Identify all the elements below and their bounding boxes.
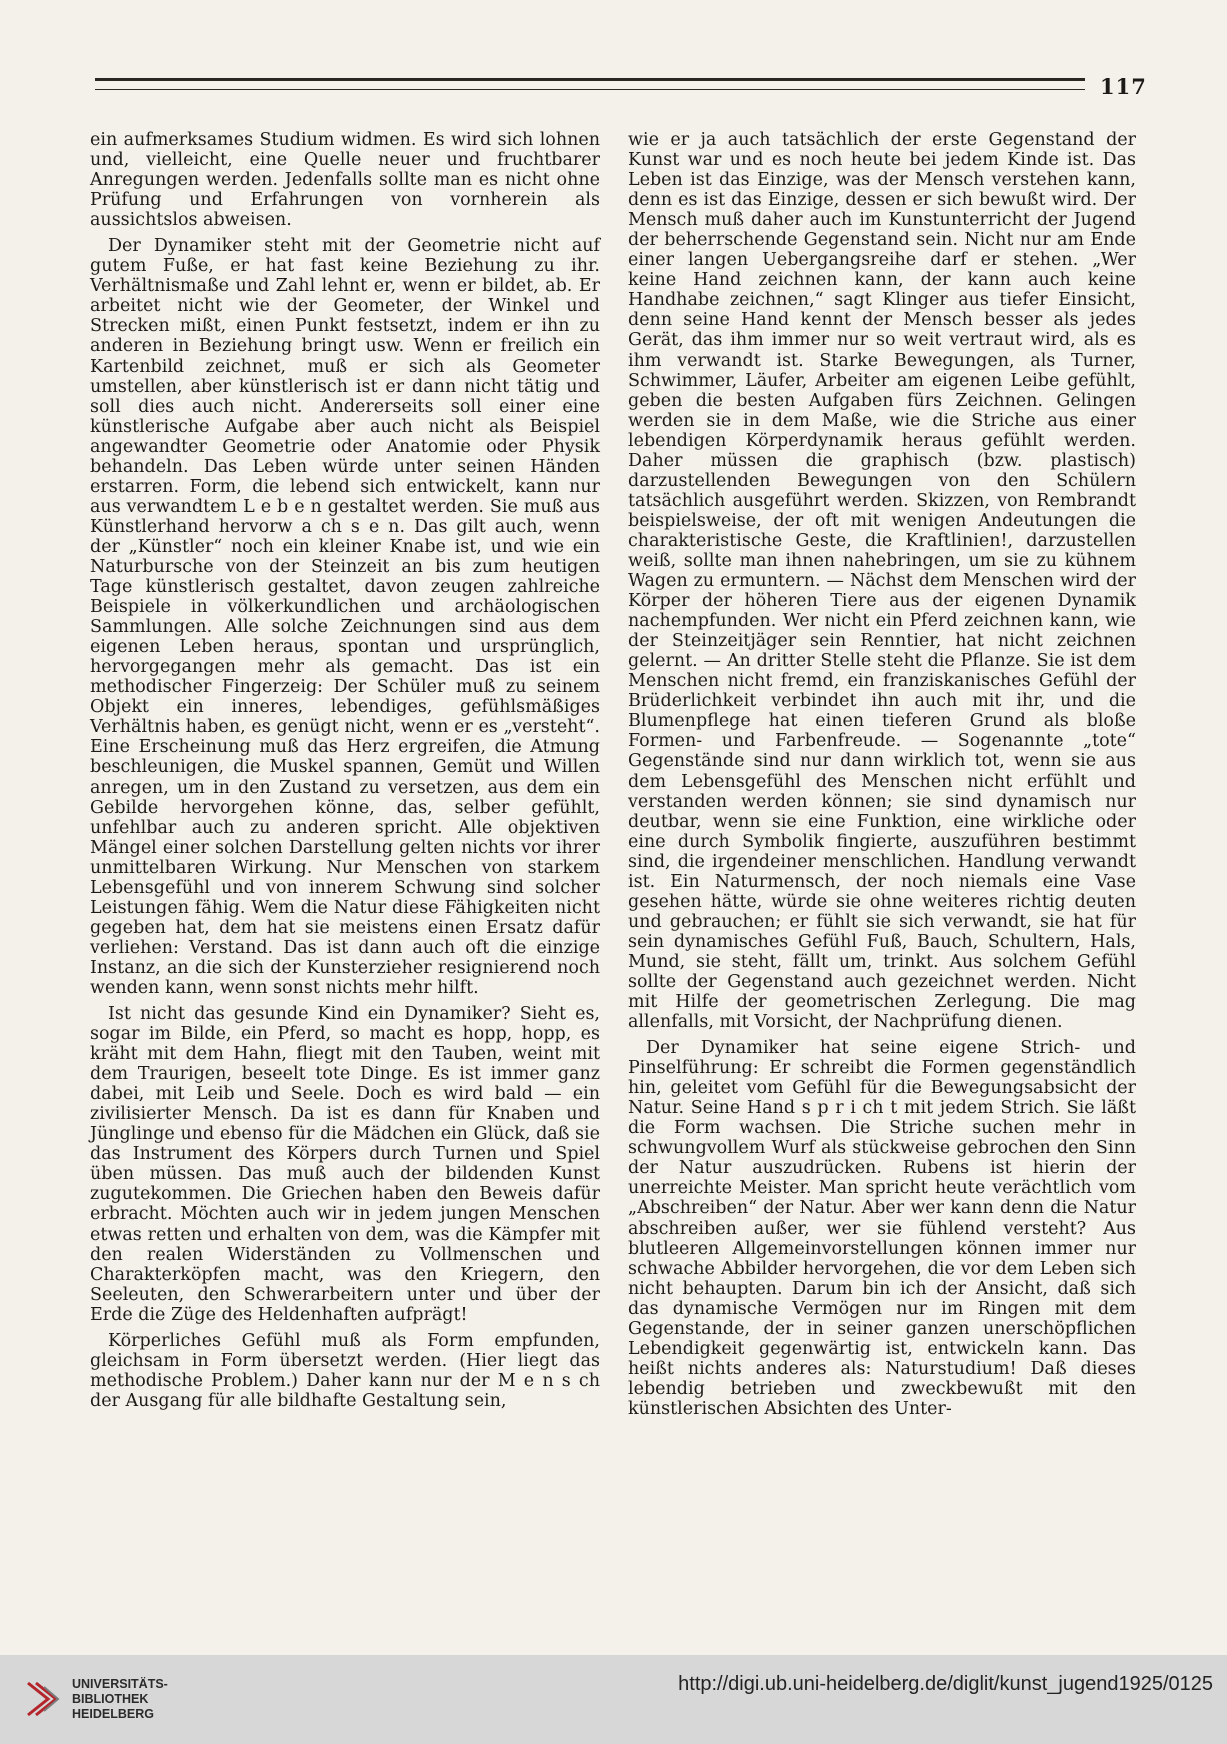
right-paragraph-2: Der Dynamiker hat seine eigene Strich- und Pinselführung: Er schreibt die Formen gegenständlich hin, geleitet vom Gefühl für die Bewegungsabsicht der Natur. Seine Hand s p r i ch t mit jedem Strich. Sie läßt die Form wachsen. Die Striche suchen mehr in schwungvollem Wurf als stückweise gebrochen den Sinn der Natur auszudrücken. Rubens ist hierin der unerreichte Meister. Man spricht heute verächtlich vom „Abschreiben“ der Natur. Aber wer kann denn die Natur abschreiben außer, wer sie fühlend versteht? Aus blutleeren Allgemeinvorstellungen können immer nur schwache Abbilder hervorgehen, die vor dem Leben sich nicht behaupten. Darum bin ich der Ansicht, daß sich das dynamische Vermögen nur im Ringen mit dem Gegenstande, der in seiner ganzen unerschöpflichen Lebendigkeit gegenwärtig ist, entwickeln kann. Das heißt nichts anderes als: Naturstudium! Daß dieses lebendig betrieben und zweckbewußt mit den künstlerischen Absichten des Unter-	[628, 1038, 1136, 1419]
library-name[interactable]	[72, 1677, 168, 1722]
library-name-line-1: UNIVERSITÄTS-	[72, 1677, 168, 1691]
right-column	[628, 130, 1136, 1419]
left-paragraph-2: Der Dynamiker steht mit der Geometrie nicht auf gutem Fuße, er hat fast keine Beziehung zu ihr. Verhältnismaße und Zahl lehnt er, wenn er bildet, ab. Er arbeitet nicht wie der Geometer, der Winkel und Strecken mißt, einen Punkt festsetzt, indem er ihn zu anderen in Beziehung bringt usw. Wenn er freilich ein Kartenbild zeichnet, muß er sich als Geometer umstellen, aber künstlerisch ist er dann nicht tätig und soll dies auch nicht. Andererseits soll einer eine künstlerische Aufgabe aber auch nicht als Beispiel angewandter Geometrie oder Anatomie oder Physik behandeln. Das Leben würde unter seinen Händen erstarren. Form, die lebend sich entwickelt, kann nur aus verwandtem L e b e n gestaltet werden. Sie muß aus Künstlerhand hervorw a ch s e n. Das gilt auch, wenn der „Künstler“ noch ein kleiner Knabe ist, und wie ein Naturbursche von der Steinzeit an bis zum heutigen Tage künstlerisch gestaltet, davon zeugen zahlreiche Beispiele in völkerkundlichen und archäologischen Sammlungen. Alle solche Zeichnungen sind aus dem eigenen Leben heraus, spontan und ursprünglich, hervorgegangen mehr als gemacht. Das ist ein methodischer Fingerzeig: Der Schüler muß zu seinem Objekt ein inneres, lebendiges, gefühlsmäßiges Verhältnis haben, es genügt nicht, wenn er es „versteht“. Eine Erscheinung muß das Herz ergreifen, die Atmung beschleunigen, die Muskel spannen, Gemüt und Willen anregen, um in den Zustand zu versetzen, aus dem ein Gebilde hervorgehen könne, das, selber gefühlt, unfehlbar auch zu anderen spricht. Alle objektiven Mängel einer solchen Darstellung gelten nichts vor ihrer unmittelbaren Wirkung. Nur Menschen von starkem Lebensgefühl und von innerem Schwung sind solcher Leistungen fähig. Wem die Natur diese Fähigkeiten nicht gegeben hat, dem hat sie meistens einen Ersatz dafür verliehen: Verstand. Das ist dann auch oft die einzige Instanz, an die sich der Kunsterzieher resignierend noch wenden kann, wenn sonst nichts mehr hilft.	[90, 236, 600, 998]
left-paragraph-4: Körperliches Gefühl muß als Form empfunden, gleichsam in Form übersetzt werden. (Hier liegt das methodische Problem.) Daher kann nur der M e n s ch der Ausgang für alle bildhafte Gestaltung sein,	[90, 1330, 600, 1411]
header-rule	[95, 78, 1085, 90]
page-number: 117	[1100, 74, 1147, 99]
footer-bar	[0, 1655, 1227, 1744]
left-paragraph-1: ein aufmerksames Studium widmen. Es wird sich lohnen und, vielleicht, eine Quelle neuer und fruchtbarer Anregungen werden. Jedenfalls sollte man es nicht ohne Prüfung und Erfahrungen von vornherein als aussichtslos abweisen.	[90, 130, 600, 231]
library-name-line-3: HEIDELBERG	[72, 1707, 154, 1721]
library-name-line-2: BIBLIOTHEK	[72, 1692, 149, 1706]
left-column	[90, 130, 600, 1411]
right-paragraph-1: wie er ja auch tatsächlich der erste Gegenstand der Kunst war und es noch heute bei jedem Kinde ist. Das Leben ist das Einzige, was der Mensch verstehen kann, denn es ist das Einzige, dessen er sich bewußt wird. Der Mensch muß daher auch im Kunstunterricht der Jugend der beherrschende Gegenstand sein. Nicht nur am Ende einer langen Uebergangsreihe darf er stehen. „Wer keine Hand zeichnen kann, der kann auch keine Handhabe zeichnen,“ sagt Klinger aus tiefer Einsicht, denn seine Hand kennt der Mensch besser als jedes Gerät, das ihm immer nur so weit vertraut wird, als es ihm verwandt ist. Starke Bewegungen, als Turner, Schwimmer, Läufer, Arbeiter am eigenen Leibe gefühlt, geben die besten Aufgaben fürs Zeichnen. Gelingen werden sie in dem Maße, wie die Striche aus einer lebendigen Körperdynamik heraus gefühlt werden. Daher müssen die graphisch (bzw. plastisch) darzustellenden Bewegungen von den Schülern tatsächlich ausgeführt werden. Skizzen, von Rembrandt beispielsweise, der oft mit wenigen Andeutungen die charakteristische Geste, die Kraftlinien!, darzustellen weiß, sollte man ihnen nahebringen, um sie zu kühnem Wagen zu ermuntern. — Nächst dem Menschen wird der Körper der höheren Tiere aus der eigenen Dynamik nachempfunden. Wer nicht ein Pferd zeichnen kann, wie der Steinzeitjäger sein Renntier, hat nicht zeichnen gelernt. — An dritter Stelle steht die Pflanze. Sie ist dem Menschen nicht fremd, ein franziskanisches Gefühl der Brüderlichkeit verbindet ihn auch mit ihr, und die Blumenpflege hat einen tieferen Grund als bloße Formen- und Farbenfreude. — Sogenannte „tote“ Gegenstände sind nur dann wirklich tot, wenn sie aus dem Lebensgefühl des Menschen nicht erfühlt und verstanden werden können; sie sind dynamisch nur deutbar, wenn sie eine Funktion, eine wirkliche oder eine durch Symbolik fingierte, auszuführen bestimmt sind, die irgendeiner menschlichen. Handlung verwandt ist. Ein Naturmensch, der noch niemals eine Vase gesehen hätte, würde sie ohne weiteres richtig deuten und gebrauchen; er fühlt sie sich verwandt, sie hat für sein dynamisches Gefühl Fuß, Bauch, Schultern, Hals, Mund, sie steht, fällt um, trinkt. Aus solchem Gefühl sollte der Gegenstand auch gezeichnet werden. Nicht mit Hilfe der geometrischen Zerlegung. Die mag allenfalls, mit Vorsicht, der Nachprüfung dienen.	[628, 130, 1136, 1033]
source-url-link[interactable]: http://digi.ub.uni-heidelberg.de/diglit/kunst_jugend1925/0125	[678, 1673, 1213, 1695]
ub-heidelberg-logo-icon[interactable]	[22, 1677, 66, 1721]
left-paragraph-3: Ist nicht das gesunde Kind ein Dynamiker? Sieht es, sogar im Bilde, ein Pferd, so macht es hopp, hopp, es kräht mit dem Hahn, fliegt mit den Tauben, weint mit dem Traurigen, beseelt tote Dinge. Es ist immer ganz dabei, mit Leib und Seele. Doch es wird bald — ein zivilisierter Mensch. Da ist es dann für Knaben und Jünglinge und ebenso für die Mädchen ein Glück, daß sie das Instrument des Körpers durch Turnen und Spiel üben müssen. Das muß auch der bildenden Kunst zugutekommen. Die Griechen haben den Beweis dafür erbracht. Möchten auch wir in jedem jungen Menschen etwas retten und erhalten von dem, was die Kämpfer mit den realen Widerständen zu Vollmenschen und Charakterköpfen macht, was den Kriegern, den Seeleuten, den Schwerarbeitern unter und über der Erde die Züge des Heldenhaften aufprägt!	[90, 1004, 600, 1325]
